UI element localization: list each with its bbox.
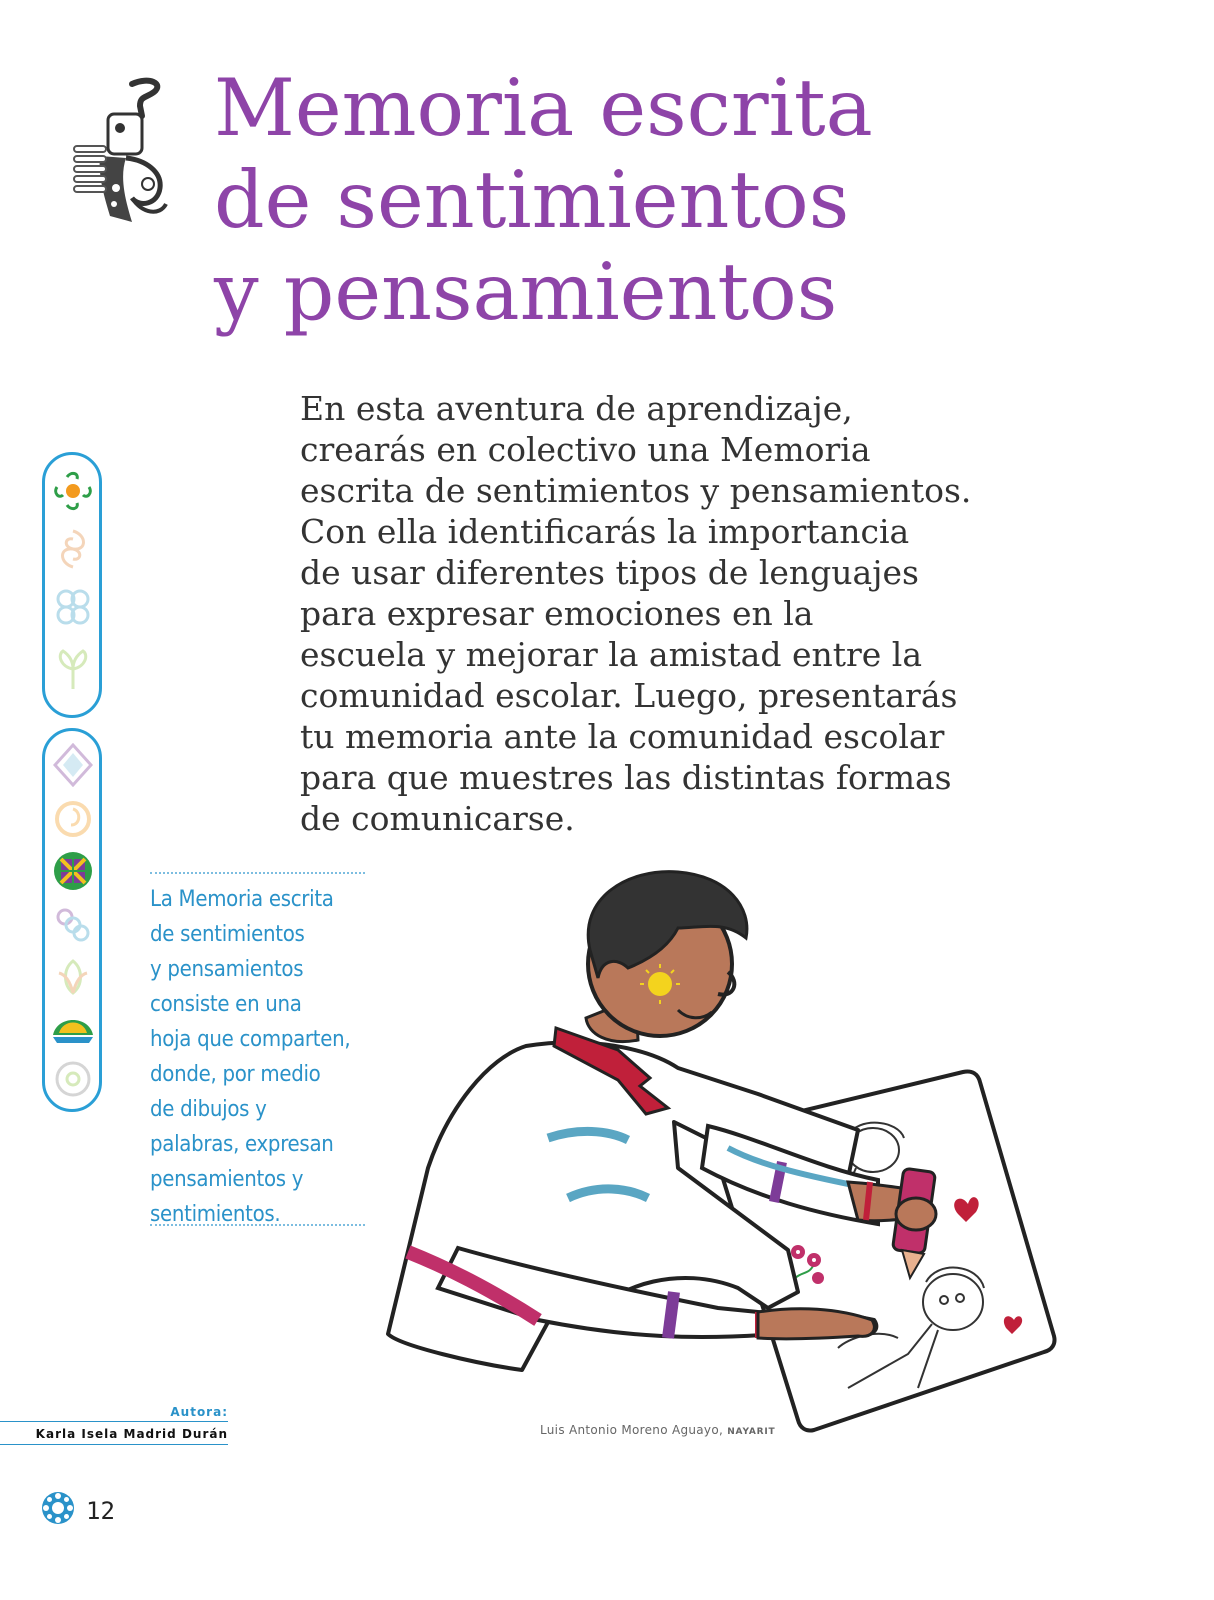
sidebar-axes-capsule <box>42 728 102 1112</box>
illustrator-state: NAYARIT <box>727 1427 776 1437</box>
intro-line: para que muestres las distintas formas <box>300 758 952 797</box>
gear-flower-icon <box>40 1490 76 1526</box>
links-icon <box>53 903 93 947</box>
page-number: 12 <box>86 1497 115 1525</box>
spiral-icon <box>53 527 93 571</box>
lotus-icon <box>53 955 93 999</box>
note-line: palabras, expresan <box>150 1132 334 1157</box>
author-name: Karla Isela Madrid Durán <box>35 1427 228 1441</box>
title-line: Memoria escrita <box>214 62 873 154</box>
author-divider <box>0 1444 228 1445</box>
note-line: sentimientos. <box>150 1202 281 1227</box>
intro-line: escrita de sentimientos y pensamientos. <box>300 471 972 510</box>
knot-icon <box>53 585 93 629</box>
flower-dots-icon <box>53 469 93 513</box>
page-title <box>214 62 1174 338</box>
note-line: de sentimientos <box>150 922 305 947</box>
note-line: y pensamientos <box>150 957 304 982</box>
intro-line: En esta aventura de aprendizaje, <box>300 389 853 428</box>
note-line: donde, por medio <box>150 1062 321 1087</box>
note-line: La Memoria escrita <box>150 887 334 912</box>
rainbow-dome-icon <box>51 1009 95 1047</box>
title-line: y pensamientos <box>214 246 838 338</box>
intro-paragraph <box>300 388 1000 839</box>
sidebar-fields-capsule <box>42 452 102 718</box>
child-drawing-illustration <box>378 868 1068 1440</box>
intro-line: de comunicarse. <box>300 799 575 838</box>
note-line: de dibujos y <box>150 1097 267 1122</box>
eye-circle-icon <box>53 1057 93 1101</box>
author-divider <box>0 1421 228 1422</box>
illustrator-name: Luis Antonio Moreno Aguayo, <box>540 1423 724 1437</box>
illustrator-credit <box>540 1423 776 1437</box>
diamond-icon <box>53 743 93 787</box>
circle-swirl-icon <box>53 797 93 841</box>
author-label: Autora: <box>170 1405 228 1419</box>
intro-line: crearás en colectivo una Memoria <box>300 430 871 469</box>
definition-note <box>150 872 365 1226</box>
intro-line: de usar diferentes tipos de lenguajes <box>300 553 919 592</box>
aztec-serpent-glyph-icon <box>70 76 180 228</box>
quartered-square-icon <box>53 849 93 893</box>
title-line: de sentimientos <box>214 154 850 246</box>
note-line: hoja que comparten, <box>150 1027 351 1052</box>
intro-line: comunidad escolar. Luego, presentarás <box>300 676 958 715</box>
note-line: pensamientos y <box>150 1167 304 1192</box>
note-line: consiste en una <box>150 992 302 1017</box>
sprout-icon <box>53 645 93 693</box>
intro-line: Con ella identificarás la importancia <box>300 512 910 551</box>
intro-line: para expresar emociones en la <box>300 594 814 633</box>
intro-line: escuela y mejorar la amistad entre la <box>300 635 923 674</box>
intro-line: tu memoria ante la comunidad escolar <box>300 717 945 756</box>
